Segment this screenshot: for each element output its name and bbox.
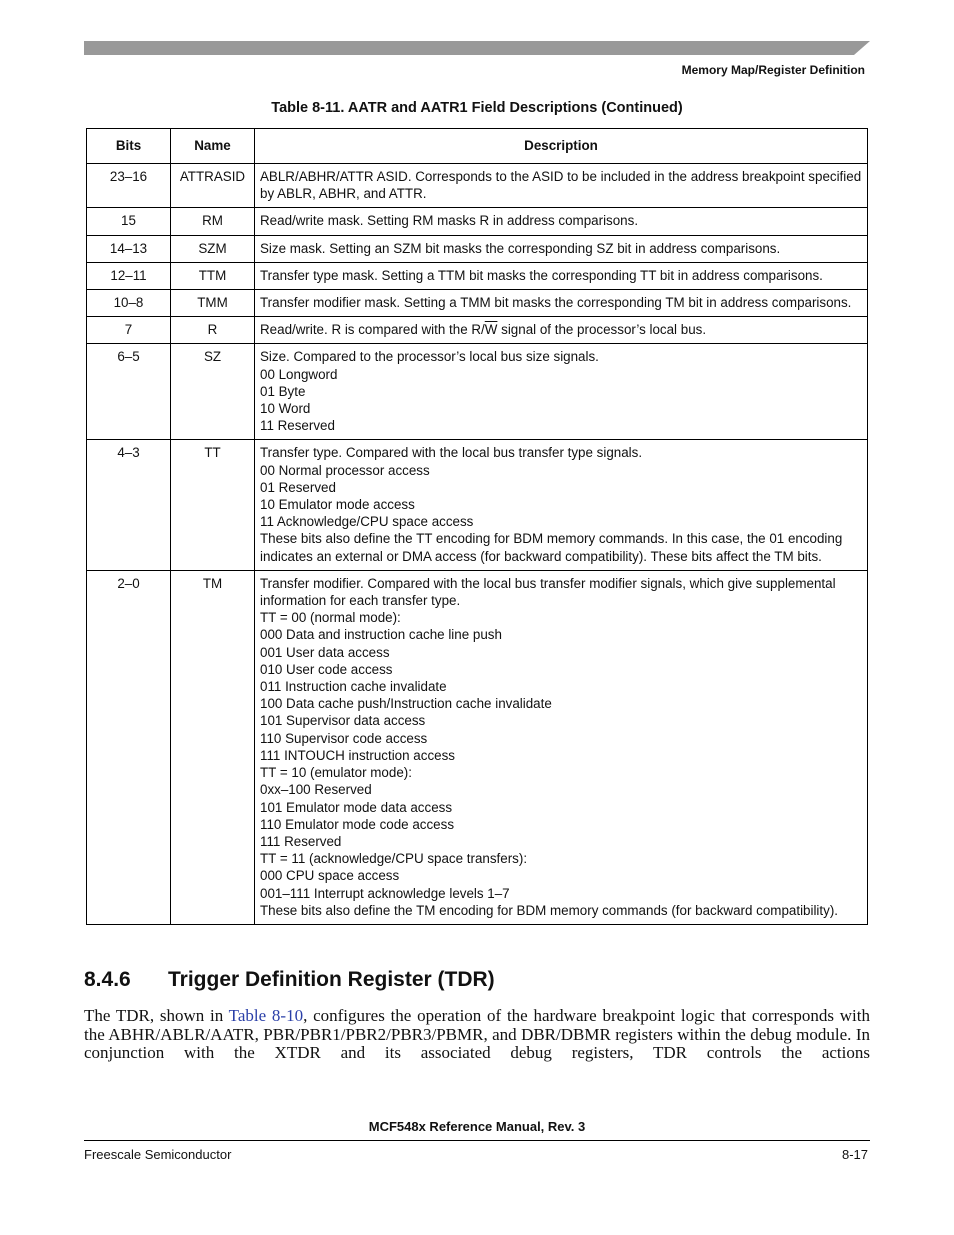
description-line: ABLR/ABHR/ATTR ASID. Corresponds to the ASID to be included in the address breakpoint specified by ABLR, ABHR, and ATTR. [260, 169, 862, 202]
description-line: 011 Instruction cache invalidate [260, 679, 447, 695]
cell-bits: 4–3 [87, 440, 171, 570]
cell-description [255, 317, 868, 344]
description-line: Read/write mask. Setting RM masks R in address comparisons. [260, 213, 639, 229]
table-title: Table 8-11. AATR and AATR1 Field Descriptions (Continued) [271, 100, 683, 116]
description-line: Size mask. Setting an SZM bit masks the corresponding SZ bit in address comparisons. [260, 240, 781, 256]
description-line: TT = 11 (acknowledge/CPU space transfers): [260, 851, 528, 867]
cell-bits: 7 [87, 317, 171, 344]
cell-description [255, 262, 868, 289]
body-paragraph: The TDR, shown in Table 8-10, configures the operation of the hardware breakpoint logic that corresponds with the ABHR/ABLR/AATR, PBR/PBR1/PBR2/PBR3/PBMR, and DBR/DBMR registers within the debug module. In conjunction with the XTDR and its associated debug registers, TDR controls the actions [84, 1006, 870, 1062]
running-head: Memory Map/Register Definition [681, 63, 865, 77]
column-header-description: Description [255, 129, 868, 164]
footer-manual-title: MCF548x Reference Manual, Rev. 3 [368, 1119, 586, 1134]
description-line: 010 User code access [260, 661, 393, 677]
cell-bits: 12–11 [87, 262, 171, 289]
cell-name: R [171, 317, 255, 344]
cell-description [255, 570, 868, 924]
cell-name: TM [171, 570, 255, 924]
cell-description [255, 344, 868, 440]
description-line: Transfer type mask. Setting a TTM bit masks the corresponding TT bit in address comparisons. [260, 267, 823, 283]
description-line: Transfer modifier. Compared with the local bus transfer modifier signals, which give supplemental information for each transfer type. [260, 575, 836, 609]
cell-bits: 23–16 [87, 164, 171, 208]
description-line: 11 Acknowledge/CPU space access [260, 514, 474, 530]
description-line: 10 Emulator mode access [260, 497, 415, 513]
column-header-name: Name [171, 129, 255, 164]
cell-bits: 10–8 [87, 290, 171, 317]
description-line: 11 Reserved [260, 418, 335, 434]
header-bar [84, 41, 870, 55]
cell-name: TT [171, 440, 255, 570]
cell-description [255, 235, 868, 262]
cell-description [255, 164, 868, 208]
description-line: Transfer type. Compared with the local bus transfer type signals. [260, 445, 643, 461]
cell-description [255, 440, 868, 570]
description-line: 100 Data cache push/Instruction cache invalidate [260, 696, 552, 712]
table-link[interactable]: Table 8-10 [228, 1006, 304, 1025]
table-row [87, 164, 868, 208]
table-row [87, 440, 868, 570]
cell-name: TMM [171, 290, 255, 317]
cell-bits: 14–13 [87, 235, 171, 262]
table-row [87, 235, 868, 262]
cell-name: SZM [171, 235, 255, 262]
field-description-table [86, 128, 868, 925]
table-row [87, 344, 868, 440]
description-line: TT = 10 (emulator mode): [260, 765, 412, 781]
cell-name: ATTRASID [171, 164, 255, 208]
cell-bits: 6–5 [87, 344, 171, 440]
description-line: 01 Byte [260, 383, 306, 399]
description-line: 101 Supervisor data access [260, 713, 426, 729]
description-line: 00 Normal processor access [260, 462, 430, 478]
description-line: These bits also define the TT encoding for BDM memory commands. In this case, the 01 encoding indicates an external or DMA access (for backward compatibility). These bits affect the TM bits. [260, 531, 843, 564]
description-line: 111 Reserved [260, 833, 342, 849]
cell-description [255, 290, 868, 317]
description-line: 110 Emulator mode code access [260, 816, 455, 832]
description-line: 110 Supervisor code access [260, 730, 428, 746]
description-line: Transfer modifier mask. Setting a TMM bit masks the corresponding TM bit in address comparisons. [260, 295, 852, 311]
column-header-bits: Bits [87, 129, 171, 164]
cell-name: TTM [171, 262, 255, 289]
section-heading [84, 968, 495, 992]
section-title: Trigger Definition Register (TDR) [168, 968, 495, 991]
description-text: signal of the processor’s local bus. [497, 322, 707, 338]
cell-bits: 2–0 [87, 570, 171, 924]
cell-name: SZ [171, 344, 255, 440]
description-line: Size. Compared to the processor’s local bus size signals. [260, 349, 599, 365]
table-row [87, 290, 868, 317]
cell-name: RM [171, 208, 255, 235]
description-line: 001–111 Interrupt acknowledge levels 1–7 [260, 885, 510, 901]
description-line: TT = 00 (normal mode): [260, 610, 401, 626]
description-text: Read/write. R is compared with the R/ [260, 322, 485, 338]
description-line: 001 User data access [260, 644, 390, 660]
table-row [87, 262, 868, 289]
description-line: 00 Longword [260, 366, 338, 382]
description-line: These bits also define the TM encoding for BDM memory commands (for backward compatibility). [260, 902, 839, 918]
description-line: 101 Emulator mode data access [260, 799, 453, 815]
cell-bits: 15 [87, 208, 171, 235]
table-row [87, 317, 868, 344]
table-header-row [87, 129, 868, 164]
section-number: 8.4.6 [84, 968, 131, 991]
description-line: 01 Reserved [260, 479, 336, 495]
page-number: 8-17 [841, 1147, 868, 1162]
description-line: 0xx–100 Reserved [260, 782, 372, 798]
table-row [87, 570, 868, 924]
cell-description [255, 208, 868, 235]
description-line: 10 Word [260, 401, 311, 417]
table-row [87, 208, 868, 235]
description-line: 111 INTOUCH instruction access [260, 747, 455, 763]
description-line: 000 CPU space access [260, 868, 400, 884]
signal-w-overbar: $\overline{W}$ [484, 322, 498, 338]
footer-company: Freescale Semiconductor [84, 1147, 232, 1162]
description-line: 000 Data and instruction cache line push [260, 627, 502, 643]
footer-divider [84, 1140, 870, 1141]
